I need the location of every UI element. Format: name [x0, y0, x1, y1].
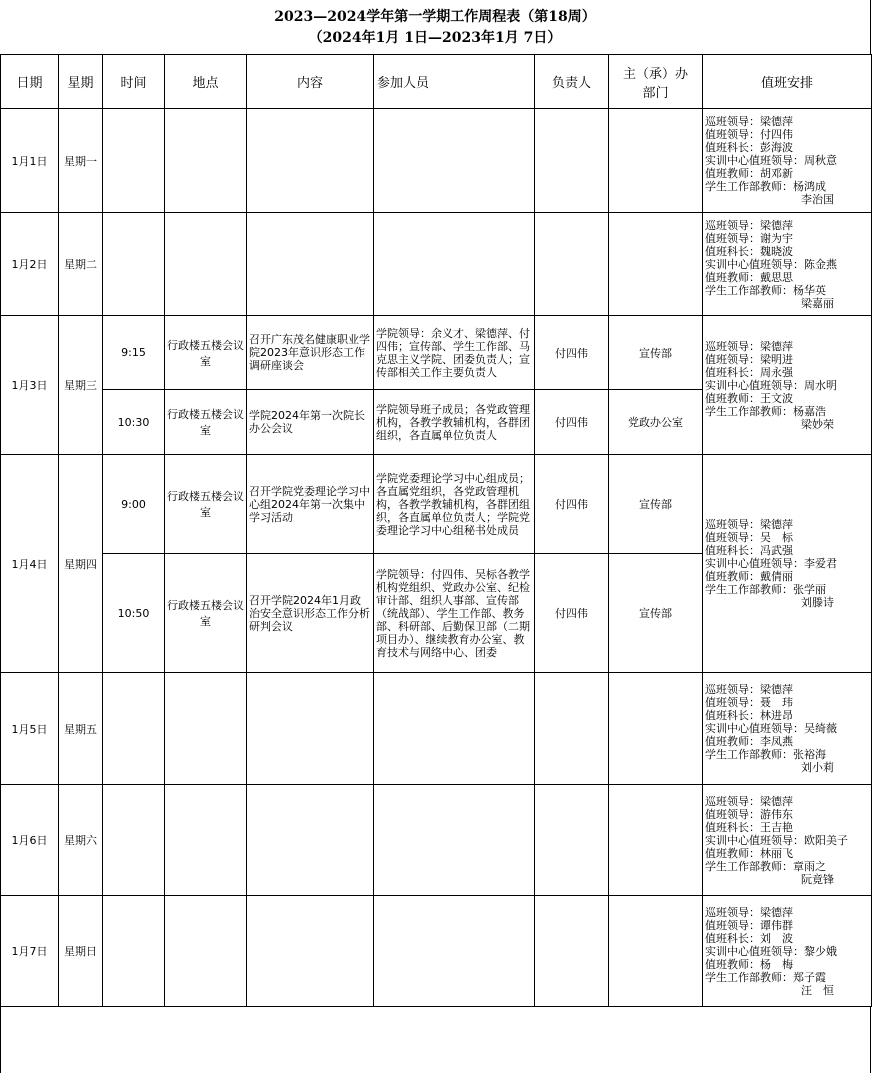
time-cell: 10:50: [103, 554, 165, 673]
duty-line: 值班教师：杨 梅: [705, 957, 793, 971]
duty-line: 值班领导：聂 玮: [705, 696, 793, 709]
place-cell: [165, 896, 247, 1007]
duty-line: 刘滕诗: [801, 596, 834, 609]
duty-cell: [703, 673, 872, 785]
header-row: [1, 55, 872, 109]
attendees-cell: [374, 896, 535, 1007]
time-cell: 10:30: [103, 390, 165, 455]
day-row: [1, 896, 872, 1007]
day-row: [1, 213, 872, 316]
content-cell: [247, 785, 374, 896]
place-cell: [165, 785, 247, 896]
duty-cell: [703, 109, 872, 213]
time-cell: [103, 109, 165, 213]
attendees-cell: [374, 109, 535, 213]
attendees-cell: [374, 673, 535, 785]
place-cell: [165, 109, 247, 213]
content-cell: [247, 673, 374, 785]
responsible-cell: 付四伟: [535, 455, 609, 554]
time-cell: [103, 785, 165, 896]
place-cell: 行政楼五楼会议室: [165, 390, 247, 455]
event-row: [1, 455, 872, 554]
time-cell: 9:15: [103, 316, 165, 390]
time-cell: 9:00: [103, 455, 165, 554]
duty-line: 值班科长：冯武强: [705, 544, 793, 557]
duty-line: 值班教师：王文波: [705, 391, 793, 405]
date-cell: 1月6日: [1, 785, 59, 896]
duty-line: 值班科长：刘 波: [705, 931, 793, 945]
duty-line: 学生工作部教师：章雨之: [705, 859, 826, 873]
duty-line: 学生工作部教师：杨鸿成: [705, 180, 826, 193]
responsible-cell: [535, 673, 609, 785]
duty-line: 值班科长：林进昂: [705, 709, 793, 722]
duty-line: 实训中心值班领导：李爱君: [705, 557, 837, 570]
responsible-cell: [535, 896, 609, 1007]
duty-line: 李治国: [801, 193, 834, 206]
weekday-cell: 星期四: [59, 455, 103, 673]
date-cell: 1月4日: [1, 455, 59, 673]
dept-cell: 宣传部: [609, 316, 703, 390]
header-place: 地点: [165, 55, 247, 109]
attendees-cell: 学院党委理论学习中心组成员；各直属党组织，各党政管理机构，各教学教辅机构，各群团组织，各直属单位负责人；学院党委理论学习中心组秘书处成员: [374, 455, 535, 554]
duty-line: 值班教师：林丽飞: [705, 846, 793, 860]
attendees-cell: 学院领导：付四伟、吴标各教学机构党组织、党政办公室、纪检审计部、组织人事部、宣传部（统战部）、学生工作部、教务部、科研部、后勤保卫部（二期项目办）、继续教育办公室、教育技术与网络中心、团委: [374, 554, 535, 673]
duty-line: 阮竟锋: [801, 872, 834, 886]
dept-cell: [609, 673, 703, 785]
content-cell: 召开广东茂名健康职业学院2023年意识形态工作调研座谈会: [247, 316, 374, 390]
time-cell: [103, 896, 165, 1007]
schedule-title: 2023—2024学年第一学期工作周程表（第18周）: [274, 9, 596, 25]
content-cell: 召开学院党委理论学习中心组2024年第一次集中学习活动: [247, 455, 374, 554]
duty-line: 值班教师：戴思思: [705, 270, 793, 284]
header-weekday: 星期: [59, 55, 103, 109]
duty-line: 学生工作部教师：杨华英: [705, 283, 826, 297]
duty-line: 值班科长：周永强: [705, 365, 793, 379]
event-row: [1, 316, 872, 390]
place-cell: 行政楼五楼会议室: [165, 455, 247, 554]
duty-line: 刘小莉: [801, 761, 834, 774]
place-cell: 行政楼五楼会议室: [165, 554, 247, 673]
content-cell: [247, 109, 374, 213]
duty-line: 实训中心值班领导：欧阳美子: [705, 833, 848, 847]
date-cell: 1月1日: [1, 109, 59, 213]
duty-cell: [703, 896, 872, 1007]
responsible-cell: 付四伟: [535, 554, 609, 673]
duty-line: 巡班领导：梁德萍: [705, 518, 793, 531]
place-cell: [165, 213, 247, 316]
content-cell: 召开学院2024年1月政治安全意识形态工作分析研判会议: [247, 554, 374, 673]
duty-line: 巡班领导：梁德萍: [705, 794, 793, 808]
dept-cell: [609, 213, 703, 316]
responsible-cell: [535, 213, 609, 316]
duty-line: 实训中心值班领导：吴绮薇: [705, 722, 837, 735]
attendees-cell: 学院领导：余义才、梁德萍、付四伟；宣传部、学生工作部、马克思主义学院、团委负责人；宣传部相关工作主要负责人: [374, 316, 535, 390]
header-date: 日期: [1, 55, 59, 109]
duty-cell: [703, 316, 872, 455]
header-attendees: 参加人员: [374, 55, 535, 109]
duty-line: 学生工作部教师：张学丽: [705, 583, 826, 596]
duty-line: 学生工作部教师：张裕海: [705, 748, 826, 761]
content-cell: [247, 213, 374, 316]
date-cell: 1月3日: [1, 316, 59, 455]
duty-cell: [703, 785, 872, 896]
date-cell: 1月7日: [1, 896, 59, 1007]
header-duty: 值班安排: [703, 55, 872, 109]
duty-line: 巡班领导：梁德萍: [705, 905, 793, 919]
place-cell: 行政楼五楼会议室: [165, 316, 247, 390]
attendees-cell: 学院领导班子成员；各党政管理机构，各教学教辅机构，各群团组织，各直属单位负责人: [374, 390, 535, 455]
duty-line: 值班教师：戴倩丽: [705, 570, 793, 583]
duty-line: 值班领导：付四伟: [705, 128, 793, 141]
weekday-cell: 星期五: [59, 673, 103, 785]
dept-cell: 党政办公室: [609, 390, 703, 455]
duty-line: 实训中心值班领导：周秋意: [705, 154, 837, 167]
date-cell: 1月2日: [1, 213, 59, 316]
weekday-cell: 星期二: [59, 213, 103, 316]
dept-cell: [609, 896, 703, 1007]
schedule-table: [0, 54, 872, 1007]
day-row: [1, 673, 872, 785]
duty-line: 梁妙荣: [801, 417, 834, 431]
duty-line: 梁嘉丽: [801, 296, 834, 310]
duty-line: 实训中心值班领导：黎少娥: [705, 944, 837, 958]
place-cell: [165, 673, 247, 785]
weekday-cell: 星期一: [59, 109, 103, 213]
duty-line: 实训中心值班领导：陈金燕: [705, 257, 837, 271]
header-content: 内容: [247, 55, 374, 109]
duty-line: 值班领导：谭伟群: [705, 918, 793, 932]
duty-line: 值班科长：魏晓波: [705, 244, 793, 258]
duty-cell: [703, 213, 872, 316]
duty-line: 值班领导：游伟东: [705, 807, 793, 821]
responsible-cell: [535, 109, 609, 213]
dept-cell: 宣传部: [609, 455, 703, 554]
day-row: [1, 109, 872, 213]
duty-line: 巡班领导：梁德萍: [705, 218, 793, 232]
duty-line: 巡班领导：梁德萍: [705, 115, 793, 128]
duty-line: 值班科长：彭海波: [705, 141, 793, 154]
blank-footer-area: [0, 1006, 871, 1073]
responsible-cell: 付四伟: [535, 316, 609, 390]
duty-line: 值班科长：王吉艳: [705, 820, 793, 834]
attendees-cell: [374, 213, 535, 316]
duty-cell: [703, 455, 872, 673]
duty-line: 值班领导：吴 标: [705, 531, 793, 544]
content-cell: 学院2024年第一次院长办公会议: [247, 390, 374, 455]
weekday-cell: 星期六: [59, 785, 103, 896]
header-time: 时间: [103, 55, 165, 109]
duty-line: 学生工作部教师：郑子霞: [705, 970, 826, 984]
duty-line: 值班教师：胡邓新: [705, 167, 793, 180]
time-cell: [103, 213, 165, 316]
duty-line: 学生工作部教师：杨嘉浩: [705, 404, 826, 418]
dept-cell: [609, 109, 703, 213]
duty-line: 巡班领导：梁德萍: [705, 683, 793, 696]
responsible-cell: 付四伟: [535, 390, 609, 455]
schedule-date-range: （2024年1月 1日—2023年1月 7日）: [308, 30, 562, 46]
content-cell: [247, 896, 374, 1007]
responsible-cell: [535, 785, 609, 896]
time-cell: [103, 673, 165, 785]
weekday-cell: 星期三: [59, 316, 103, 455]
title-block: [0, 0, 871, 54]
duty-line: 值班领导：梁明进: [705, 352, 793, 366]
duty-line: 汪 恒: [801, 983, 834, 997]
duty-line: 实训中心值班领导：周水明: [705, 378, 837, 392]
weekday-cell: 星期日: [59, 896, 103, 1007]
header-dept: 主（承）办部门: [609, 55, 703, 109]
duty-line: 巡班领导：梁德萍: [705, 339, 793, 353]
duty-line: 值班领导：谢为宇: [705, 231, 793, 245]
attendees-cell: [374, 785, 535, 896]
header-responsible: 负责人: [535, 55, 609, 109]
dept-cell: [609, 785, 703, 896]
dept-cell: 宣传部: [609, 554, 703, 673]
duty-line: 值班教师：李凤燕: [705, 735, 793, 748]
date-cell: 1月5日: [1, 673, 59, 785]
day-row: [1, 785, 872, 896]
